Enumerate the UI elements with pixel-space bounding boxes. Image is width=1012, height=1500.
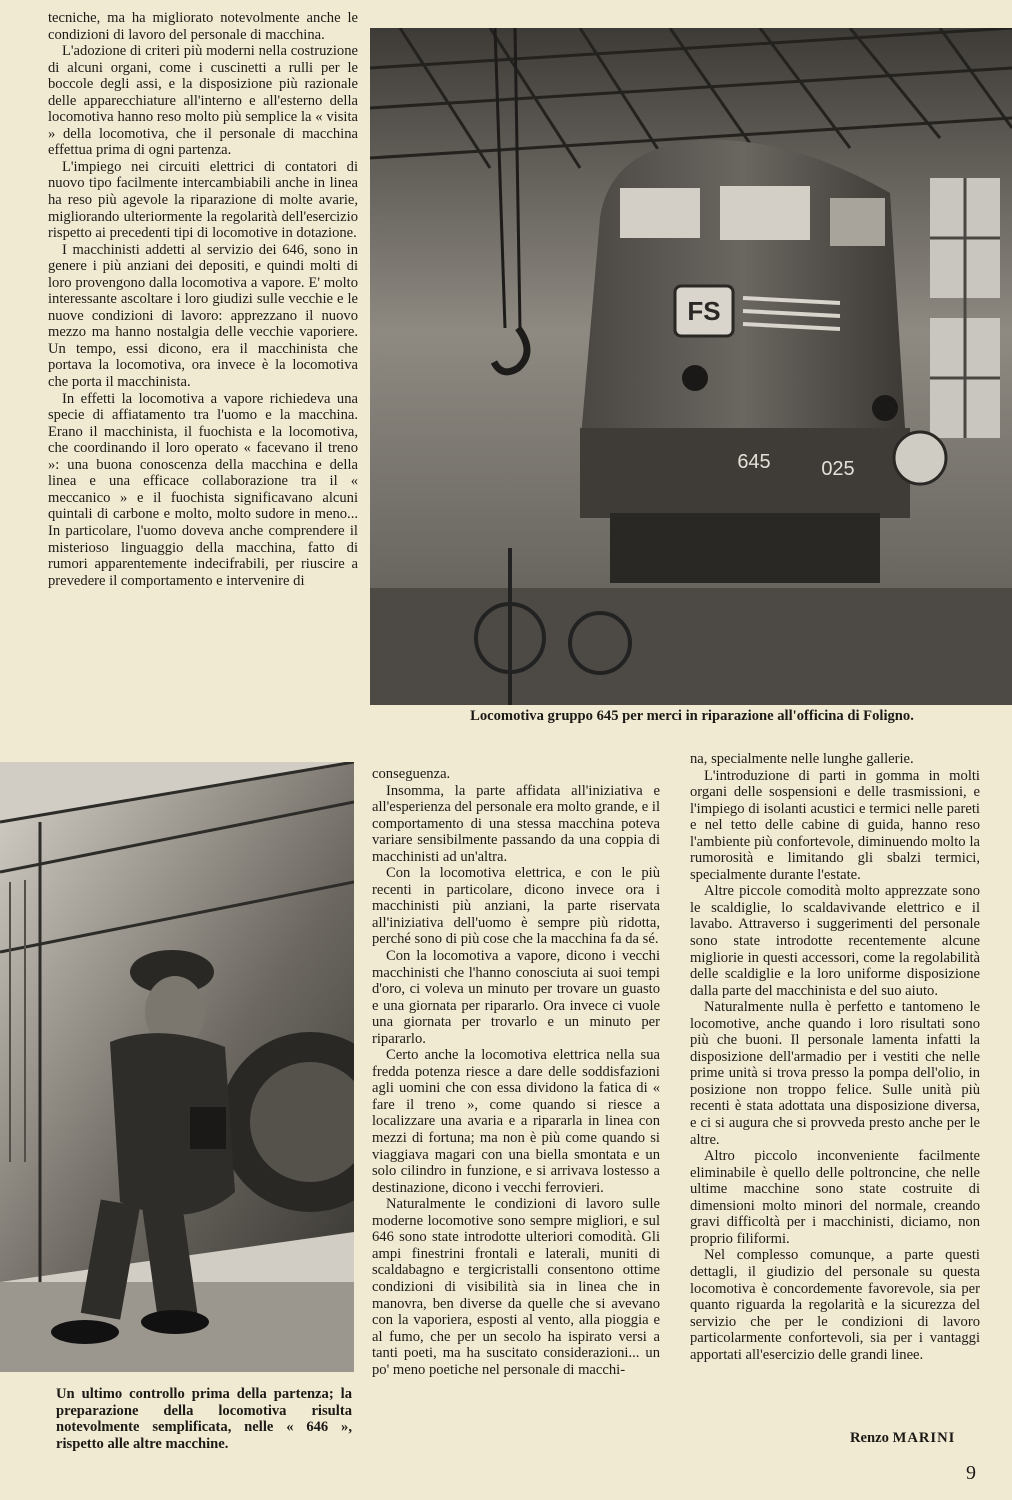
locomotive-photo-caption: Locomotiva gruppo 645 per merci in riparazione all'officina di Foligno. xyxy=(470,708,914,724)
paragraph: Nel complesso comunque, a parte questi dettagli, il giudizio del personale su questa locomotiva è concordemente favorevole, sia per quanto riguarda la regolarità e la sicurezza del servizio che per le condizioni di lavoro particolarmente confortevoli, sia per i vantaggi apportati all'esercizio delle grandi linee. xyxy=(690,1247,980,1363)
paragraph: Altro piccolo inconveniente facilmente eliminabile è quello delle poltroncine, che nelle ultime macchine sono state costruite di dimensioni molto minori del normale, creando gravi difficoltà per i macchinisti, diciamo, non proprio filiformi. xyxy=(690,1148,980,1247)
locomotive-illustration xyxy=(370,28,1012,705)
paragraph: Naturalmente le condizioni di lavoro sulle moderne locomotive sono sempre migliori, e sul 646 sono state introdotte ulteriori comodità. Gli ampi finestrini frontali e laterali, muniti di scaldabagno e tergicristalli consentono ottime condizioni di visibilità sia in linea che in manovra, ben diverse da quelle che si avevano con la vaporiera, esposti al vento, alla pioggia e al fumo, che per un secolo ha ispirato versi a tanti poeti, ma ha suscitato considerazioni... un po' meno poetiche nel personale di macchi- xyxy=(372,1196,660,1378)
paragraph: Insomma, la parte affidata all'iniziativa e all'esperienza del personale era molto grande, e il comportamento di una stessa macchina poteva variare sensibilmente passando da una coppia di macchinisti ad un'altra. xyxy=(372,782,660,865)
engineer-illustration xyxy=(0,762,354,1372)
paragraph: L'adozione di criteri più moderni nella costruzione di alcuni organi, come i cuscinetti a rulli per le boccole degli assi, e la disposizione più razionale delle apparecchiature all'interno e all'esterno della locomotiva hanno reso molto più semplice la « visita » della locomotiva, che il personale di macchina effettua prima di ogni partenza. xyxy=(48,43,358,159)
article-column-top-left xyxy=(48,10,358,589)
locomotive-photo xyxy=(370,28,1012,705)
paragraph: tecniche, ma ha migliorato notevolmente anche le condizioni di lavoro del personale di macchina. xyxy=(48,10,358,43)
paragraph: Con la locomotiva elettrica, e con le più recenti in particolare, dicono invece ora i macchinisti più anziani, la parte riservata all'iniziativa dell'uomo è sempre più ridotta, perché sono di più cose che la macchina fa da sé. xyxy=(372,865,660,948)
locomotive-number-right: 025 xyxy=(821,458,855,480)
author-first-name: Renzo xyxy=(850,1430,889,1446)
paragraph: L'introduzione di parti in gomma in molti organi delle sospensioni e delle trasmissioni, e l'impiego di isolanti acustici e termici nelle pareti e nel tetto delle cabine di guida, hanno reso l'ambiente più confortevole, diminuendo molto la rumorosità e limitando gli sbalzi termici, specialmente durante l'estate. xyxy=(690,767,980,883)
locomotive-number-left: 645 xyxy=(737,451,771,473)
article-column-bottom-middle xyxy=(372,766,660,1378)
engineer-photo xyxy=(0,762,354,1372)
paragraph: conseguenza. xyxy=(372,766,451,782)
engineer-photo-caption: Un ultimo controllo prima della partenza; la preparazione della locomotiva risulta notevolmente semplificata, nelle « 646 », rispetto alle altre macchine. xyxy=(56,1386,352,1452)
paragraph: na, specialmente nelle lunghe gallerie. xyxy=(690,751,914,767)
paragraph: Con la locomotiva a vapore, dicono i vecchi macchinisti che l'hanno conosciuta ai suoi tempi d'oro, ci voleva un minuto per trovare un guasto e una giornata per ripararlo. Ora invece ci vuole una giornata per trovarlo e un minuto per ripararlo. xyxy=(372,948,660,1047)
article-column-bottom-right xyxy=(690,751,980,1363)
fs-logo-text: FS xyxy=(687,296,721,326)
paragraph: Altre piccole comodità molto apprezzate sono le scaldiglie, lo scaldavivande elettrico e il lavabo. Attraverso i suggerimenti del personale sono state introdotte recentemente alcune migliorie in questi accessori, come la regolabilità delle scaldiglie e la loro uniforme disposizione dalla parte del macchinista e del suo aiuto. xyxy=(690,883,980,999)
author-signature xyxy=(850,1430,955,1447)
paragraph: Certo anche la locomotiva elettrica nella sua fredda potenza riesce a dare delle soddisfazioni agli uomini che con essa dividono la fatica di « fare il treno », come quando si riesce a localizzare una avaria e a ripararla in linea con mezzi di fortuna; ma non è più come quando si viaggiava magari con una biella smontata e un solo cilindro in funzione, e si arrivava lostesso a destinazione, dicono i vecchi ferrovieri. xyxy=(372,1047,660,1196)
page-number: 9 xyxy=(966,1462,976,1484)
paragraph: I macchinisti addetti al servizio dei 646, sono in genere i più anziani dei depositi, e quindi molti di loro provengono dalla locomotiva a vapore. E' molto interessante ascoltare i loro giudizi sulle vecchie e le nuove condizioni di lavoro: apprezzano il nuovo mezzo ma hanno nostalgia delle vecchie vaporiere. Un tempo, essi dicono, era il macchinista che portava la locomotiva, ora invece è la locomotiva che porta il macchinista. xyxy=(48,241,358,391)
author-last-name: MARINI xyxy=(892,1430,956,1446)
paragraph: L'impiego nei circuiti elettrici di contatori di nuovo tipo facilmente intercambiabili anche in linea ha reso più agevole la riparazione di molte avarie, migliorando ulteriormente la regolarità dell'esercizio rispetto ai precedenti tipi di locomotive in dotazione. xyxy=(48,158,358,242)
paragraph: Naturalmente nulla è perfetto e tantomeno le locomotive, anche quando i loro risultati sono più che buoni. Il personale lamenta infatti la disposizione dell'armadio per i vestiti che nelle prime unità si trova presso la pompa dell'olio, in posizione non troppo felice. Sulle unità più recenti è stata adottata una disposizione diversa, e ci si augura che si provveda presto anche per le altre. xyxy=(690,999,980,1148)
paragraph: In effetti la locomotiva a vapore richiedeva una specie di affiatamento tra l'uomo e la macchina. Erano il macchinista, il fuochista e la locomotiva, che coordinando il loro operato « facevano il treno »: una buona conoscenza della macchina e della linea e una efficace collaborazione tra il « meccanico » e il fuochista significavano alcuni quintali di carbone e molto, molto sudore in meno... In particolare, l'uomo doveva anche comprendere il misterioso linguaggio della macchina, fatto di rumori apparentemente indecifrabili, per riuscire a prevedere il comportamento e intervenire di xyxy=(48,390,358,589)
